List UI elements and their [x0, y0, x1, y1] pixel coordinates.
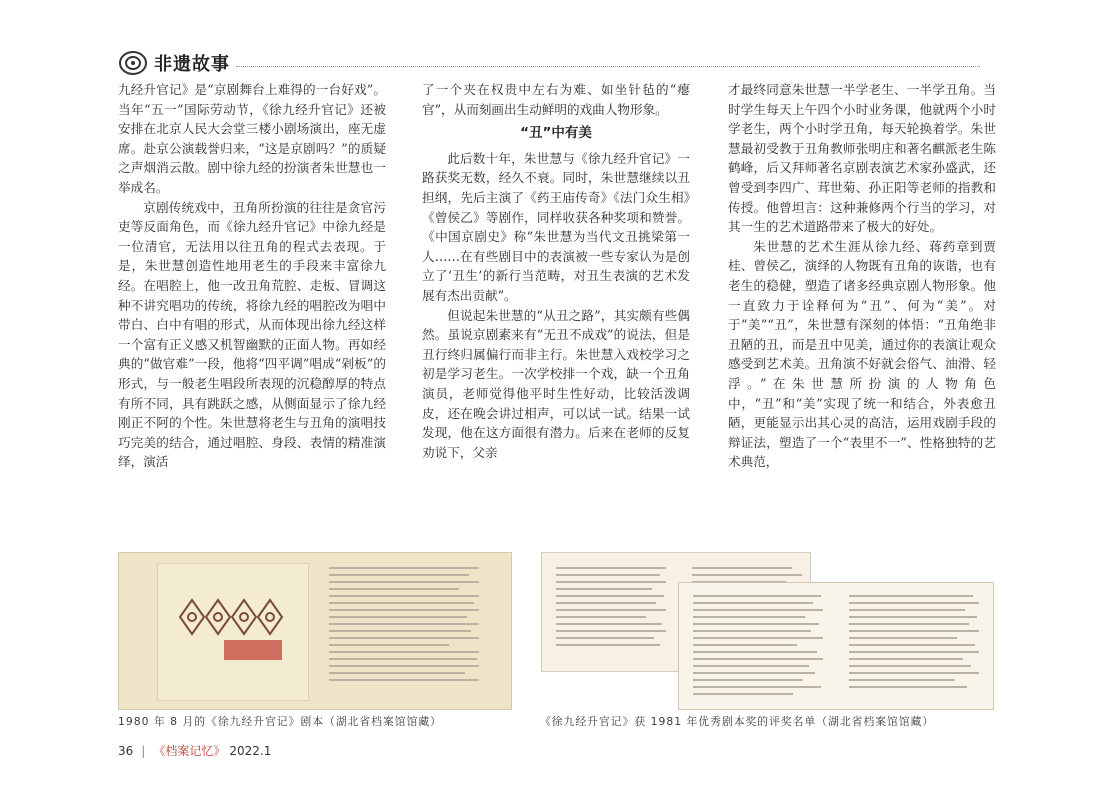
cast-list [329, 567, 489, 697]
magazine-name: 《档案记忆》 [153, 744, 226, 758]
award-list-page-2 [678, 582, 994, 710]
paragraph: 九经升官记》是“京剧舞台上难得的一台好戏”。当年“五一”国际劳动节，《徐九经升官记》还被安排在北京人民大会堂三楼小剧场演出，座无虚席。赴京公演载誉归来，“这是京剧吗？”的质疑之声烟消云散。剧中徐九经的扮演者朱世慧也一举成名。 [118, 82, 386, 195]
red-seal-stamp [224, 640, 282, 660]
script-cover [157, 563, 309, 701]
section-title: 非遗故事 [154, 54, 230, 75]
paragraph: 才最终同意朱世慧一半学老生、一半学丑角。当时学生每天上午四个小时业务课，他就两个小时学老生，两个小时学丑角，每天轮换着学。朱世慧最初受教于丑角教师张明庄和著名麒派老生陈鹤峰，后又拜师著名京剧表演艺术家孙盛武，还曾受到李四广、茸世菊、孙正阳等老师的指教和传授。他曾坦言：这种兼修两个行当的学习，对其一生的艺术道路带来了极大的好处。 [728, 82, 996, 235]
text-block [556, 567, 666, 651]
figure-caption-1: 1980 年 8 月的《徐九经升官记》剧本（湖北省档案馆馆藏） [118, 715, 442, 728]
text-block [693, 595, 823, 700]
figure-caption-2: 《徐九经升官记》获 1981 年优秀剧本奖的评奖名单（湖北省档案馆馆藏） [540, 715, 935, 728]
page-footer [118, 742, 271, 759]
cover-pattern-icon [176, 592, 288, 642]
paragraph: 京剧传统戏中，丑角所扮演的往往是贪官污吏等反面角色，而《徐九经升官记》中徐九经是一位清官，无法用以往丑角的程式去表现。于是，朱世慧创造性地用老生的手段来丰富徐九经。在唱腔上，他一改丑角荒腔、走板、冒调这种不讲究唱功的传统，将徐九经的唱腔改为唱中带白、白中有唱的形式，从而体现出徐九经这样一个富有正义感又机智幽默的正面人物。再如经典的“做官难”一段，他将“四平调”唱成“剁板”的形式，与一般老生唱段所表现的沉稳醇厚的特点有所不同，具有跳跃之感，从侧面显示了徐九经刚正不阿的个性。朱世慧将老生与丑角的演唱技巧完美的结合，通过唱腔、身段、表情的精准演绎，演活 [118, 199, 386, 470]
script-cover-photo [118, 552, 512, 710]
header-divider [236, 66, 980, 67]
paragraph: 但说起朱世慧的“从丑之路”，其实颇有些偶然。虽说京剧素来有“无丑不成戏”的说法，但是丑行终归属偏行而非主行。朱世慧入戏校学习之初是学习老生。一次学校排一个戏，缺一个丑角演员，老师觉得他平时生性好动，比较活泼调皮，还在晚会讲过相声，可以试一试。结果一试发现，他在这方面很有潜力。后来在老师的反复劝说下，父亲 [422, 307, 690, 460]
paragraph: 此后数十年，朱世慧与《徐九经升官记》一路获奖无数，经久不衰。同时，朱世慧继续以丑担纲，先后主演了《药王庙传奇》《法门众生相》《曾侯乙》等剧作，同样收获各种奖项和赞誉。《中国京剧史》称“朱世慧为当代文丑挑梁第一人……在有些剧目中的表演被一些专家认为是创立了‘丑生’的新行当范畴，对丑生表演的艺术发展有杰出贡献”。 [422, 150, 690, 303]
section-header [118, 50, 230, 76]
subheading: “丑”中有美 [520, 125, 592, 142]
paragraph: 朱世慧的艺术生涯从徐九经、蒋药章到贾桂、曾侯乙，演绎的人物既有丑角的诙谐，也有老生的稳健，塑造了诸多经典京剧人物形象。他一直致力于诠释何为“丑”、何为“美”。对于“美”“丑”，朱世慧有深刻的体悟：“丑角绝非丑陋的丑，而是丑中见美，通过你的表演让观众感受到艺术美。丑角演不好就会俗气、油滑、轻浮。”在朱世慧所扮演的人物角色中，“丑”和“美”实现了统一和结合，外表愈丑陋，更能显示出其心灵的高洁，运用戏剧手段的辩证法，塑造了一个“表里不一”、性格独特的艺术典范， [728, 238, 996, 470]
paragraph: 了一个夹在权贵中左右为难、如坐针毡的“瘪官”，从而刻画出生动鲜明的戏曲人物形象。 [422, 82, 690, 117]
heritage-logo-icon [118, 50, 148, 76]
article-column-2 [422, 80, 690, 462]
article-column-3 [728, 80, 996, 472]
article-column-1 [118, 80, 386, 472]
page-number: 36 [118, 743, 134, 758]
text-block [849, 595, 979, 693]
issue-number: 2022.1 [229, 743, 272, 758]
footer-separator: | [141, 743, 146, 758]
